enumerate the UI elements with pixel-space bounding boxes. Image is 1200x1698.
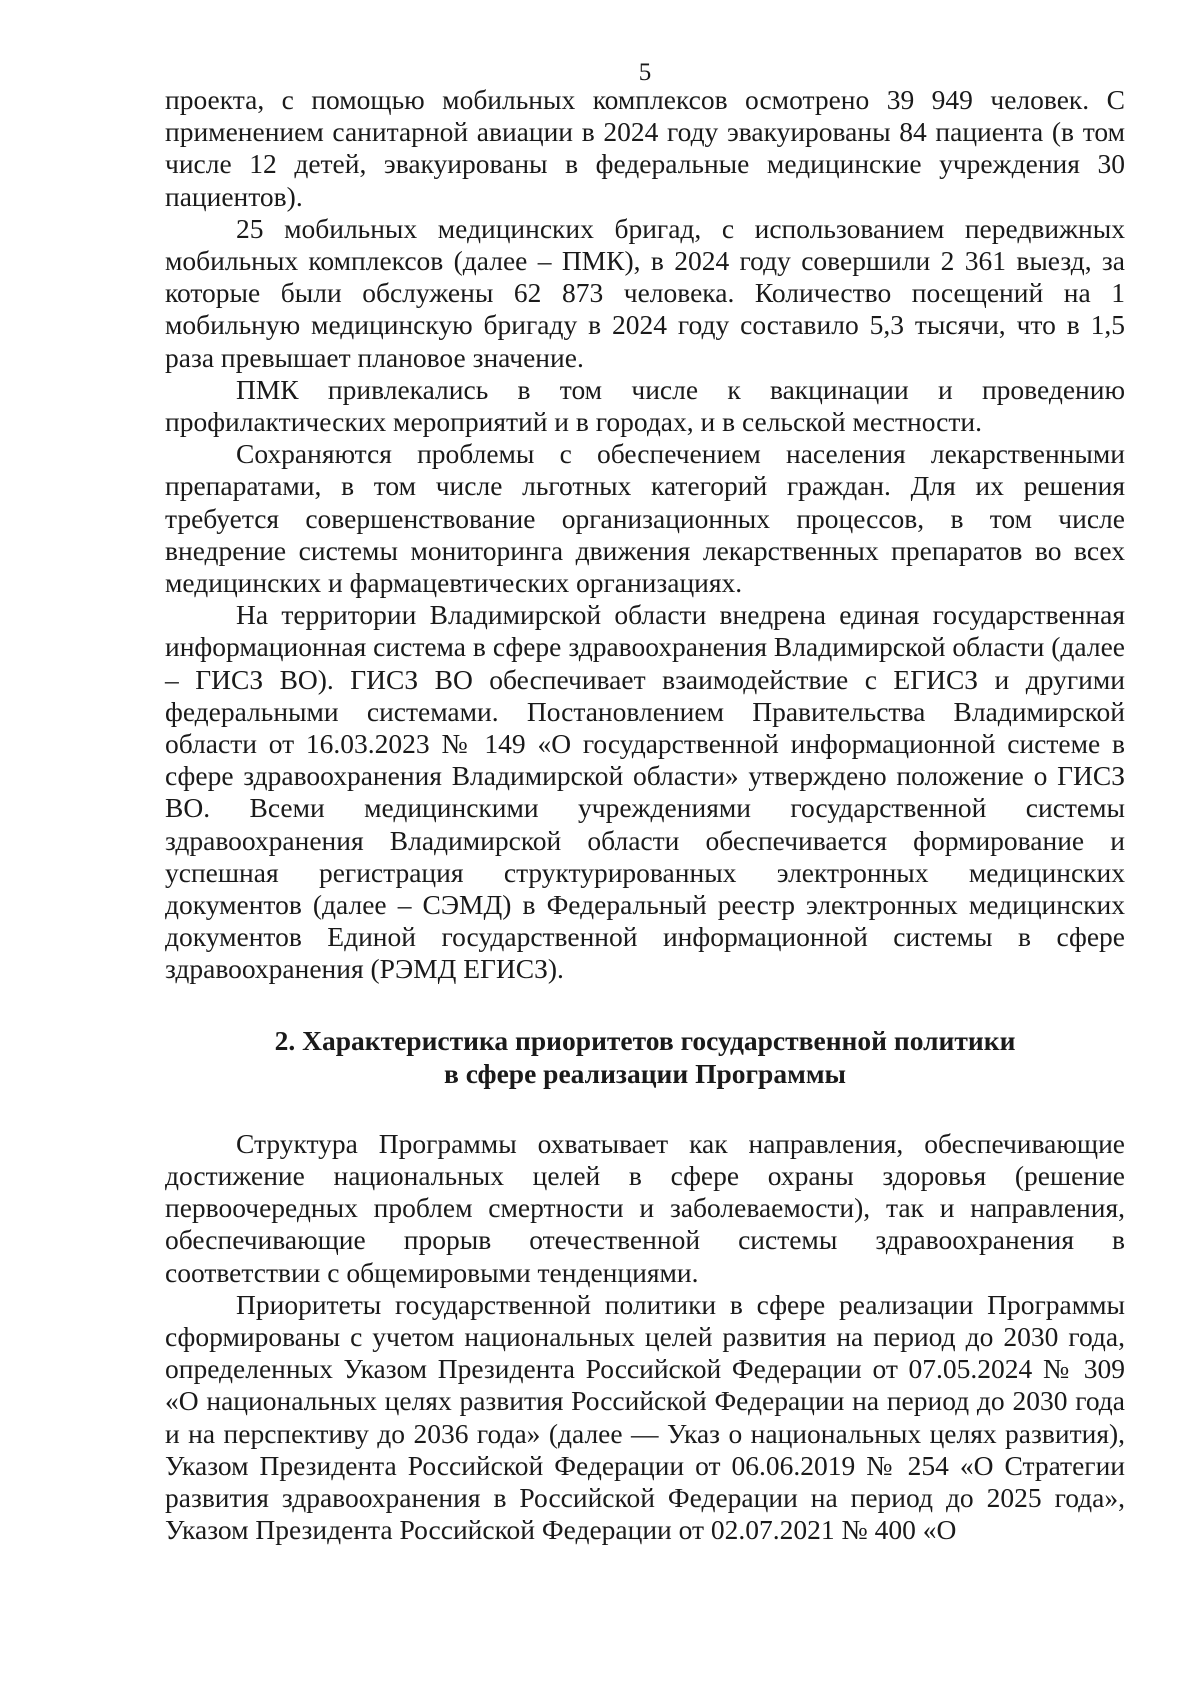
paragraph-pmk-vaccination: ПМК привлекались в том числе к вакцинации и проведению профилактических мероприятий и в городах, и в сельской местности. bbox=[165, 373, 1125, 438]
section-heading-line-2: в сфере реализации Программы bbox=[443, 1057, 847, 1089]
section-heading-line-1: 2. Характеристика приоритетов государственной политики bbox=[274, 1024, 1016, 1056]
paragraph-policy-priorities: Приоритеты государственной политики в сфере реализации Программы сформированы с учетом национальных целей развития на период до 2030 года, определенных Указом Президента Российской Федерации от 07.05.2024 № 309 «О национальных целях развития Российской Федерации на период до 2030 года и на перспективу до 2036 года» (далее — Указ о национальных целях развития), Указом Президента Российской Федерации от 06.06.2019 № 254 «О Стратегии развития здравоохранения в Российской Федерации на период до 2025 года», Указом Президента Российской Федерации от 02.07.2021 № 400 «О bbox=[165, 1288, 1125, 1546]
document-page bbox=[165, 58, 1125, 1546]
paragraph-mobile-complexes: проекта, с помощью мобильных комплексов осмотрено 39 949 человек. С применением санитарной авиации в 2024 году эвакуированы 84 пациента (в том числе 12 детей, эвакуированы в федеральные медицинские учреждения 30 пациентов). bbox=[165, 84, 1125, 212]
section-heading bbox=[165, 1024, 1125, 1090]
paragraph-gisz-vo: На территории Владимирской области внедрена единая государственная информационная система в сфере здравоохранения Владимирской области (далее – ГИСЗ ВО). ГИСЗ ВО обеспечивает взаимодействие с ЕГИСЗ и другими федеральными системами. Постановлением Правительства Владимирской области от 16.03.2023 № 149 «О государственной информационной системе в сфере здравоохранения Владимирской области» утверждено положение о ГИСЗ ВО. Всеми медицинскими учреждениями государственной системы здравоохранения Владимирской области обеспечивается формирование и успешная регистрация структурированных электронных медицинских документов (далее – СЭМД) в Федеральный реестр электронных медицинских документов Единой государственной информационной системы в сфере здравоохранения (РЭМД ЕГИСЗ). bbox=[165, 599, 1125, 985]
paragraph-medicine-supply: Сохраняются проблемы с обеспечением населения лекарственными препаратами, в том числе льготных категорий граждан. Для их решения требуется совершенствование организационных процессов, в том числе внедрение системы мониторинга движения лекарственных препаратов во всех медицинских и фармацевтических организациях. bbox=[165, 438, 1125, 599]
paragraph-mobile-brigades: 25 мобильных медицинских бригад, с использованием передвижных мобильных комплексов (далее – ПМК), в 2024 году совершили 2 361 выезд, за которые были обслужены 62 873 человека. Количество посещений на 1 мобильную медицинскую бригаду в 2024 году составило 5,3 тысячи, что в 1,5 раза превышает плановое значение. bbox=[165, 212, 1125, 373]
paragraph-program-structure: Структура Программы охватывает как направления, обеспечивающие достижение национальных целей в сфере охраны здоровья (решение первоочередных проблем смертности и заболеваемости), так и направления, обеспечивающие прорыв отечественной системы здравоохранения в соответствии с общемировыми тенденциями. bbox=[165, 1127, 1125, 1288]
page-number: 5 bbox=[638, 59, 652, 86]
